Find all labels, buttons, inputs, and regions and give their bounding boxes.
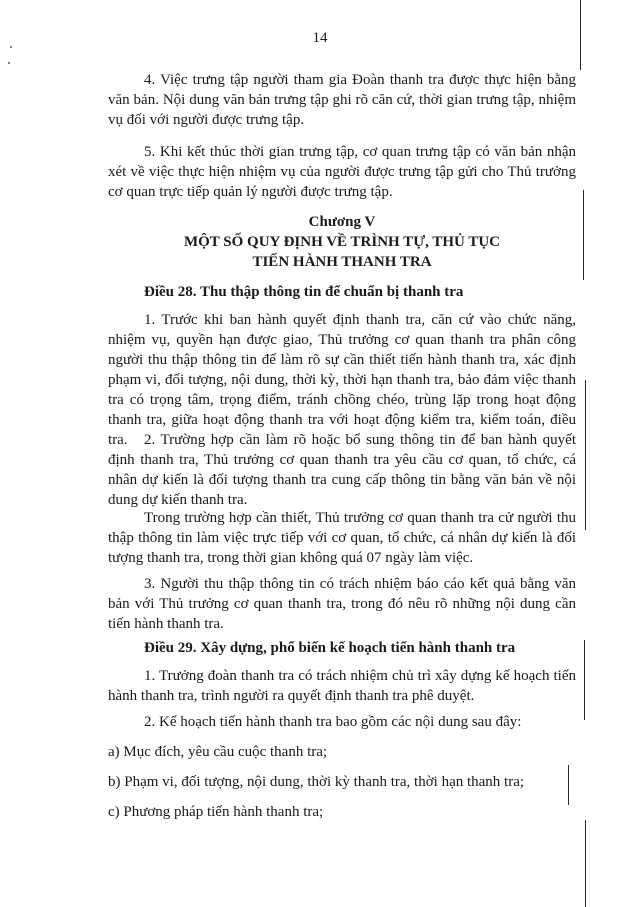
article-28-heading: Điều 28. Thu thập thông tin để chuẩn bị thanh tra	[144, 284, 464, 300]
article-28-clause-2: 2. Trường hợp cần làm rõ hoặc bổ sung thông tin để ban hành quyết định thanh tra, Thủ trưởng cơ quan thanh tra yêu cầu cơ quan, tổ chức, cá nhân dự kiến là đối tượng thanh tra cung cấp thông tin bằng văn bản về nội dung dự kiến thanh tra.	[108, 432, 576, 508]
article-28-clause-1: 1. Trước khi ban hành quyết định thanh tra, căn cứ vào chức năng, nhiệm vụ, quyền hạn được giao, Thủ trưởng cơ quan thanh tra phân công người thu thập thông tin để làm rõ sự cần thiết tiến hành thanh tra, xác định phạm vi, đối tượng, nội dung, thời kỳ, thời hạn thanh tra, bảo đảm việc thanh tra có trọng tâm, trọng điểm, tránh chồng chéo, trùng lặp trong hoạt động thanh tra, giữa hoạt động thanh tra với hoạt động kiểm tra, kiểm toán, điều tra.	[108, 312, 576, 448]
paragraph-item-4: 4. Việc trưng tập người tham gia Đoàn thanh tra được thực hiện bằng văn bản. Nội dung văn bản trưng tập ghi rõ căn cứ, thời gian trưng tập, nhiệm vụ đối với người được trưng tập.	[108, 72, 576, 128]
chapter-label: Chương V	[308, 214, 376, 230]
article-28-clause-3: 3. Người thu thập thông tin có trách nhiệm báo cáo kết quả bằng văn bản với Thủ trưởng cơ quan thanh tra, trong đó nêu rõ những nội dung cần tiến hành thanh tra.	[108, 576, 576, 632]
scan-edge-line	[583, 190, 584, 280]
article-29-heading: Điều 29. Xây dựng, phổ biến kế hoạch tiến hành thanh tra	[144, 640, 516, 656]
chapter-title-line-2: TIẾN HÀNH THANH TRA	[252, 254, 432, 270]
article-29-clause-2: 2. Kế hoạch tiến hành thanh tra bao gồm các nội dung sau đây:	[144, 714, 522, 730]
scan-edge-line	[585, 820, 586, 907]
article-29-item-a: a) Mục đích, yêu cầu cuộc thanh tra;	[108, 744, 328, 760]
page-number: 14	[312, 30, 328, 46]
scan-speck	[10, 46, 12, 48]
article-29-clause-1: 1. Trưởng đoàn thanh tra có trách nhiệm chủ trì xây dựng kế hoạch tiến hành thanh tra, trình người ra quyết định thanh tra phê duyệt.	[108, 668, 576, 704]
scan-edge-line	[568, 765, 569, 805]
chapter-title-line-1: MỘT SỐ QUY ĐỊNH VỀ TRÌNH TỰ, THỦ TỤC	[183, 234, 501, 250]
scan-speck	[8, 62, 10, 64]
article-28-clause-2-continued: Trong trường hợp cần thiết, Thủ trưởng cơ quan thanh tra cử người thu thập thông tin làm việc trực tiếp với cơ quan, tổ chức, cá nhân dự kiến là đối tượng thanh tra, trong thời gian không quá 07 ngày làm việc.	[108, 510, 576, 566]
paragraph-item-5: 5. Khi kết thúc thời gian trưng tập, cơ quan trưng tập có văn bản nhận xét về việc thực hiện nhiệm vụ của người được trưng tập gửi cho Thủ trưởng cơ quan trực tiếp quản lý người được trưng tập.	[108, 144, 576, 200]
article-29-item-b: b) Phạm vi, đối tượng, nội dung, thời kỳ thanh tra, thời hạn thanh tra;	[108, 774, 525, 790]
scan-edge-line	[580, 0, 581, 70]
scan-edge-line	[585, 380, 586, 530]
scan-edge-line	[584, 640, 585, 720]
article-29-item-c: c) Phương pháp tiến hành thanh tra;	[108, 804, 324, 820]
